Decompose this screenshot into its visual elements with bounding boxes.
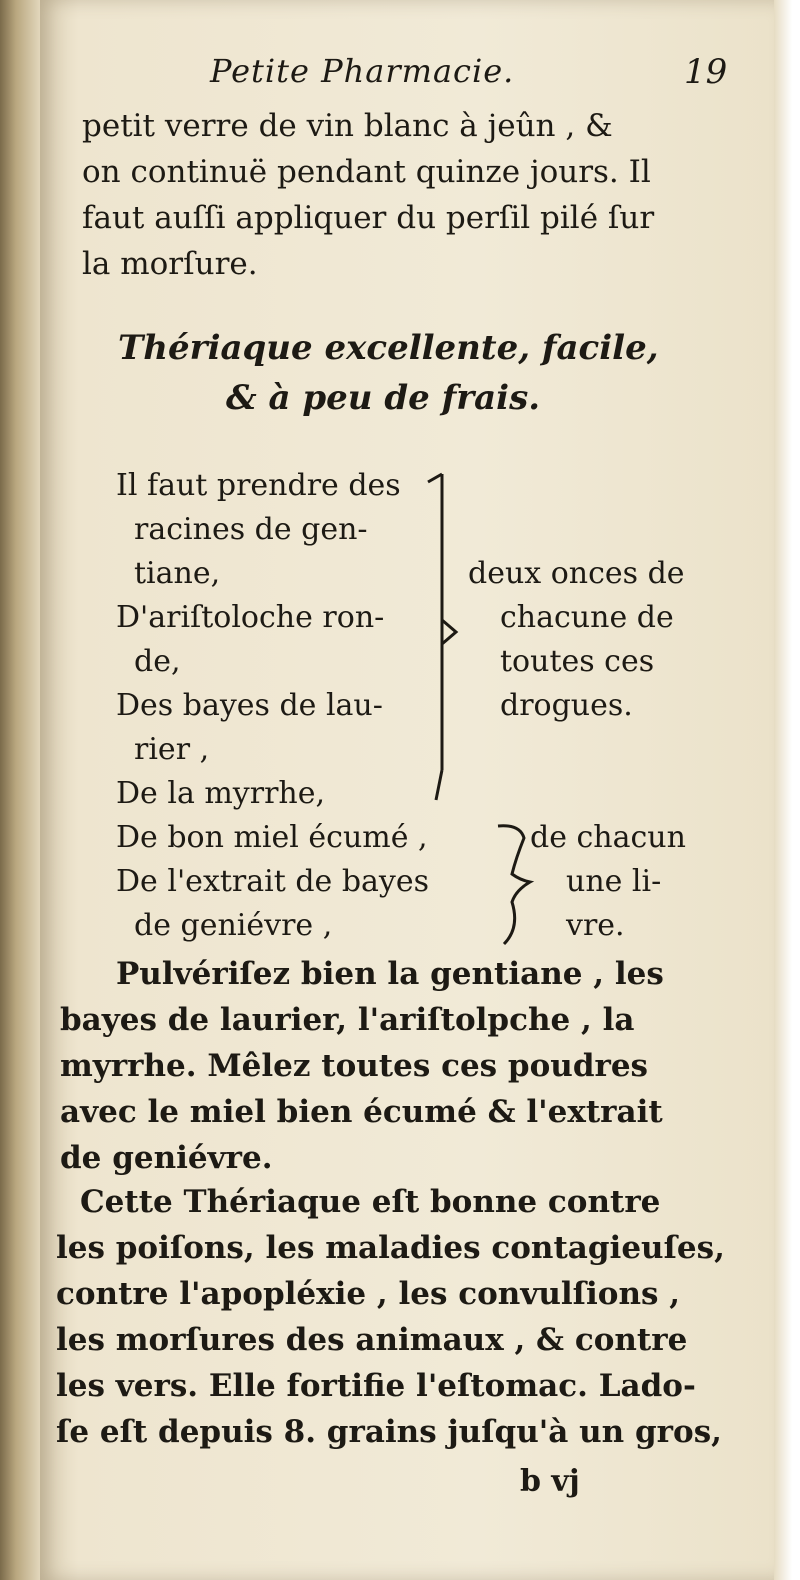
recipe-quantity: chacune de xyxy=(500,600,674,635)
text-line: les vers. Elle fortifie l'eſtomac. Lado- xyxy=(56,1368,696,1404)
page-edge xyxy=(774,0,800,1580)
text-line: les poiſons, les maladies contagieuſes, xyxy=(56,1230,725,1266)
signature-mark: b vj xyxy=(520,1464,580,1499)
recipe-ingredient: de geniévre , xyxy=(134,908,333,943)
recipe-ingredient: Il faut prendre des xyxy=(116,468,401,503)
page-number: 19 xyxy=(684,52,728,92)
text-line: ſe eſt depuis 8. grains juſqu'à un gros, xyxy=(56,1414,722,1450)
text-line: petit verre de vin blanc à jeûn , & xyxy=(82,108,613,144)
recipe-ingredient: Des bayes de lau- xyxy=(116,688,383,723)
recipe-ingredient: D'ariſtoloche ron- xyxy=(116,600,385,635)
brace-group-1 xyxy=(420,470,470,810)
text-line: Pulvériſez bien la gentiane , les xyxy=(116,956,664,992)
recipe-quantity: de chacun xyxy=(530,820,686,855)
recipe-ingredient: racines de gen- xyxy=(134,512,368,547)
recipe-quantity: vre. xyxy=(566,908,625,943)
text-line: myrrhe. Mêlez toutes ces poudres xyxy=(60,1048,649,1084)
text-line: Cette Thériaque eſt bonne contre xyxy=(80,1184,661,1220)
recipe-quantity: une li- xyxy=(566,864,662,899)
text-line: on continuë pendant quinze jours. Il xyxy=(82,154,651,190)
section-title-line2: & à peu de frais. xyxy=(226,378,541,418)
text-line: avec le miel bien écumé & l'extrait xyxy=(60,1094,663,1130)
running-title: Petite Pharmacie. xyxy=(210,52,515,90)
recipe-ingredient: De la myrrhe, xyxy=(116,776,326,811)
brace-group-2 xyxy=(490,818,540,954)
recipe-quantity: drogues. xyxy=(500,688,633,723)
recipe-quantity: deux onces de xyxy=(468,556,685,591)
page-gutter xyxy=(0,0,40,1580)
recipe-ingredient: de, xyxy=(134,644,181,679)
text-line: faut auſſi appliquer du perſil pilé ſur xyxy=(82,200,655,236)
text-line: de geniévre. xyxy=(60,1140,273,1176)
text-line: la morſure. xyxy=(82,246,258,282)
text-line: les morſures des animaux , & contre xyxy=(56,1322,688,1358)
recipe-ingredient: De bon miel écumé , xyxy=(116,820,428,855)
recipe-ingredient: rier , xyxy=(134,732,210,767)
recipe-quantity: toutes ces xyxy=(500,644,655,679)
recipe-ingredient: tiane, xyxy=(134,556,221,591)
text-line: contre l'apopléxie , les convulſions , xyxy=(56,1276,681,1312)
text-line: bayes de laurier, l'ariſtolpche , la xyxy=(60,1002,635,1038)
recipe-ingredient: De l'extrait de bayes xyxy=(116,864,430,899)
section-title: Thériaque excellente, facile, xyxy=(118,328,659,368)
